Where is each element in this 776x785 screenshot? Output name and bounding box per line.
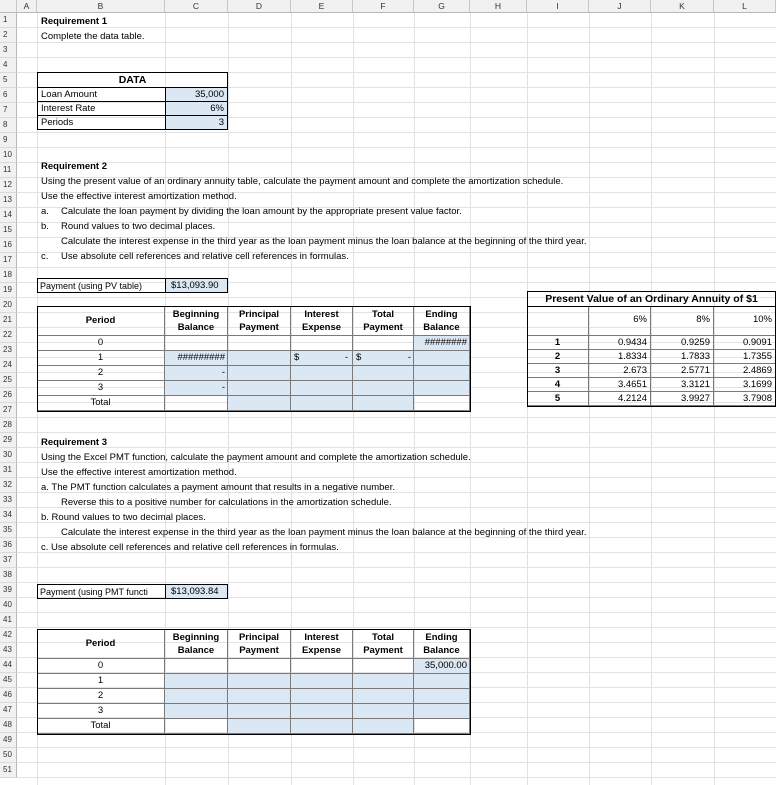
row-header[interactable]: 38 [0,568,17,583]
req3-a2-text: Reverse this to a positive number for calculations in the amortization schedule. [61,497,392,508]
payment-pmt-label: Payment (using PMT functi [37,584,166,599]
row-header[interactable]: 30 [0,448,17,463]
schedule-cell [353,659,414,674]
row-header[interactable]: 32 [0,478,17,493]
schedule-cell[interactable] [228,351,291,366]
req2-b2-text: Calculate the interest expense in the third year as the loan payment minus the loan balance at the beginning of the third year. [61,236,587,247]
schedule-cell[interactable] [291,381,353,396]
schedule-cell[interactable] [414,351,470,366]
pv-factor: 3.3121 [651,378,714,392]
pv-factor: 1.8334 [589,350,651,364]
row-header[interactable]: 45 [0,673,17,688]
row-header[interactable]: 44 [0,658,17,673]
schedule-header-ending-balance: Ending Balance [414,306,470,336]
pv-table-title: Present Value of an Ordinary Annuity of $1 [527,291,776,307]
schedule-cell [291,336,353,351]
row-header[interactable]: 31 [0,463,17,478]
row-header[interactable]: 41 [0,613,17,628]
payment-pv-label: Payment (using PV table) [37,278,166,293]
row-header[interactable]: 36 [0,538,17,553]
schedule-header-total-payment: Total Payment [353,629,414,659]
schedule-cell[interactable] [291,689,353,704]
col-header-b[interactable]: B [37,0,165,13]
pv-factor: 0.9259 [651,336,714,350]
schedule-period: 3 [37,381,165,396]
beginning-balance-period-3[interactable]: - [221,382,225,393]
schedule-cell[interactable] [228,704,291,719]
row-header[interactable]: 11 [0,163,17,178]
schedule-cell[interactable] [353,674,414,689]
schedule-period: 2 [37,366,165,381]
pv-rate-header: 6% [589,306,651,336]
row-header[interactable]: 6 [0,88,17,103]
pv-factor: 2.673 [589,364,651,378]
schedule-cell[interactable] [414,674,470,689]
req3-b-text: b. Round values to two decimal places. [41,512,206,523]
req2-a-marker: a. [41,206,49,217]
payment-pv-value[interactable]: $13,093.90 [165,278,228,293]
data-label-interest-rate: Interest Rate [37,101,166,116]
schedule-cell [414,396,470,411]
schedule-period: 0 [37,659,165,674]
schedule-cell [228,336,291,351]
row-header[interactable]: 4 [0,58,17,73]
row-header[interactable]: 14 [0,208,17,223]
row-header[interactable]: 20 [0,298,17,313]
row-header[interactable]: 16 [0,238,17,253]
schedule-period: 3 [37,704,165,719]
pv-factor: 0.9434 [589,336,651,350]
pv-period: 5 [527,392,589,406]
schedule-cell[interactable] [291,396,353,411]
pv-period: 1 [527,336,589,350]
schedule-cell [353,336,414,351]
row-header[interactable]: 24 [0,358,17,373]
col-header-d[interactable]: D [228,0,291,13]
row-header[interactable]: 22 [0,328,17,343]
req1-text: Complete the data table. [41,31,145,42]
req3-line1: Using the Excel PMT function, calculate the payment amount and complete the amortization schedule. [41,452,471,463]
data-table-title: DATA [37,72,228,88]
req3-b2-text: Calculate the interest expense in the third year as the loan payment minus the loan balance at the beginning of the third year. [61,527,587,538]
row-header[interactable]: 2 [0,28,17,43]
row-header[interactable]: 1 [0,13,17,28]
schedule-cell[interactable] [353,689,414,704]
row-header[interactable]: 3 [0,43,17,58]
req2-c-text: Use absolute cell references and relative cell references in formulas. [61,251,349,262]
row-header[interactable]: 8 [0,118,17,133]
data-label-periods: Periods [37,115,166,130]
schedule-cell[interactable] [291,366,353,381]
schedule-cell [165,719,228,734]
schedule-cell[interactable] [291,704,353,719]
total-currency-symbol: $ [356,352,362,363]
req2-line1: Using the present value of an ordinary annuity table, calculate the payment amount and complete the amortization schedule. [41,176,564,187]
beginning-balance-period-1[interactable]: ######### [177,352,225,363]
col-header-l[interactable]: L [714,0,776,13]
schedule-cell[interactable] [228,366,291,381]
schedule-cell[interactable] [353,719,414,734]
pv-period: 2 [527,350,589,364]
pv-factor: 4.2124 [589,392,651,406]
row-header[interactable]: 12 [0,178,17,193]
schedule-cell[interactable] [228,674,291,689]
row-header[interactable]: 18 [0,268,17,283]
schedule-header-period: Period [37,629,165,659]
pv-factor: 1.7833 [651,350,714,364]
pv-rate-header: 10% [714,306,776,336]
total-payment-period-1[interactable]: - [407,352,411,363]
schedule-cell [165,396,228,411]
schedule-cell[interactable] [228,719,291,734]
schedule-period: 2 [37,689,165,704]
row-header[interactable]: 13 [0,193,17,208]
pv-factor: 3.4651 [589,378,651,392]
pv-table-corner [527,306,589,336]
schedule-period: Total [37,719,165,734]
schedule-cell[interactable] [353,366,414,381]
interest-currency-symbol: $ [294,352,300,363]
schedule-cell[interactable] [165,689,228,704]
schedule-header-principal-payment: Principal Payment [228,629,291,659]
schedule-header-interest-expense: Interest Expense [291,306,353,336]
schedule-cell[interactable] [228,396,291,411]
row-header[interactable]: 46 [0,688,17,703]
row-header[interactable]: 21 [0,313,17,328]
select-all-corner[interactable] [0,0,17,13]
row-header[interactable]: 9 [0,133,17,148]
schedule-cell [165,659,228,674]
pv-factor: 1.7355 [714,350,776,364]
schedule-cell [165,336,228,351]
schedule-cell[interactable] [228,381,291,396]
schedule-cell[interactable] [353,381,414,396]
schedule-cell[interactable] [414,704,470,719]
schedule-header-total-payment: Total Payment [353,306,414,336]
req3-line2: Use the effective interest amortization method. [41,467,237,478]
req2-c-marker: c. [41,251,49,262]
pv-factor: 3.9927 [651,392,714,406]
schedule-period: 0 [37,336,165,351]
col-header-f[interactable]: F [353,0,414,13]
row-header[interactable]: 48 [0,718,17,733]
row-header[interactable]: 26 [0,388,17,403]
row-header[interactable]: 7 [0,103,17,118]
row-header[interactable]: 40 [0,598,17,613]
col-header-g[interactable]: G [414,0,470,13]
req3-a-text: a. The PMT function calculates a payment amount that results in a negative number. [41,482,395,493]
schedule-cell [228,659,291,674]
schedule-header-beginning-balance: Beginning Balance [165,306,228,336]
schedule-period: 1 [37,674,165,689]
schedule-header-period: Period [37,306,165,336]
row-header[interactable]: 19 [0,283,17,298]
schedule-cell[interactable] [414,366,470,381]
schedule-header-beginning-balance: Beginning Balance [165,629,228,659]
req2-title: Requirement 2 [41,161,107,172]
row-header[interactable]: 17 [0,253,17,268]
schedule-cell[interactable] [414,689,470,704]
payment-pmt-value[interactable]: $13,093.84 [165,584,228,599]
req2-a-text: Calculate the loan payment by dividing the loan amount by the appropriate present value factor. [61,206,462,217]
row-header[interactable]: 27 [0,403,17,418]
req2-line2: Use the effective interest amortization method. [41,191,237,202]
col-header-k[interactable]: K [651,0,714,13]
pv-factor: 2.4869 [714,364,776,378]
schedule-cell[interactable] [353,704,414,719]
data-value-loan-amount[interactable]: 35,000 [165,87,228,102]
data-value-periods[interactable]: 3 [165,115,228,130]
pv-rate-header: 8% [651,306,714,336]
req1-title: Requirement 1 [41,16,107,27]
row-header[interactable]: 35 [0,523,17,538]
schedule-cell[interactable] [228,689,291,704]
row-header[interactable]: 39 [0,583,17,598]
req2-b-marker: b. [41,221,49,232]
col-header-j[interactable]: J [589,0,651,13]
row-header[interactable]: 37 [0,553,17,568]
ending-balance-period-0[interactable]: 35,000.00 [424,660,467,671]
row-header[interactable]: 5 [0,73,17,88]
data-value-interest-rate[interactable]: 6% [165,101,228,116]
row-header[interactable]: 42 [0,628,17,643]
ending-balance-period-0[interactable]: ######## [424,337,467,348]
row-header[interactable]: 51 [0,763,17,778]
col-header-a[interactable]: A [17,0,37,13]
row-header[interactable]: 23 [0,343,17,358]
schedule-cell[interactable] [165,674,228,689]
row-header[interactable]: 25 [0,373,17,388]
row-header[interactable]: 29 [0,433,17,448]
req2-b-text: Round values to two decimal places. [61,221,216,232]
pv-factor: 0.9091 [714,336,776,350]
row-header[interactable]: 49 [0,733,17,748]
pv-factor: 2.5771 [651,364,714,378]
schedule-header-principal-payment: Principal Payment [228,306,291,336]
req3-c-text: c. Use absolute cell references and relative cell references in formulas. [41,542,339,553]
req3-title: Requirement 3 [41,437,107,448]
row-header[interactable]: 10 [0,148,17,163]
pv-factor: 3.7908 [714,392,776,406]
schedule-cell[interactable] [291,674,353,689]
pv-factor: 3.1699 [714,378,776,392]
col-header-e[interactable]: E [291,0,353,13]
row-header[interactable]: 34 [0,508,17,523]
row-header[interactable]: 43 [0,643,17,658]
row-header[interactable]: 15 [0,223,17,238]
col-header-c[interactable]: C [165,0,228,13]
schedule-period: Total [37,396,165,411]
col-header-i[interactable]: I [527,0,589,13]
pv-period: 4 [527,378,589,392]
schedule-cell[interactable] [353,396,414,411]
row-header[interactable]: 28 [0,418,17,433]
schedule-cell[interactable] [165,704,228,719]
row-header[interactable]: 47 [0,703,17,718]
schedule-header-ending-balance: Ending Balance [414,629,470,659]
schedule-cell[interactable] [291,719,353,734]
data-label-loan-amount: Loan Amount [37,87,166,102]
schedule-cell [414,719,470,734]
interest-expense-period-1[interactable]: - [344,352,348,363]
beginning-balance-period-2[interactable]: - [221,367,225,378]
schedule-header-interest-expense: Interest Expense [291,629,353,659]
schedule-cell [291,659,353,674]
row-header[interactable]: 50 [0,748,17,763]
row-header[interactable]: 33 [0,493,17,508]
pv-period: 3 [527,364,589,378]
col-header-h[interactable]: H [470,0,527,13]
schedule-period: 1 [37,351,165,366]
schedule-cell[interactable] [414,381,470,396]
